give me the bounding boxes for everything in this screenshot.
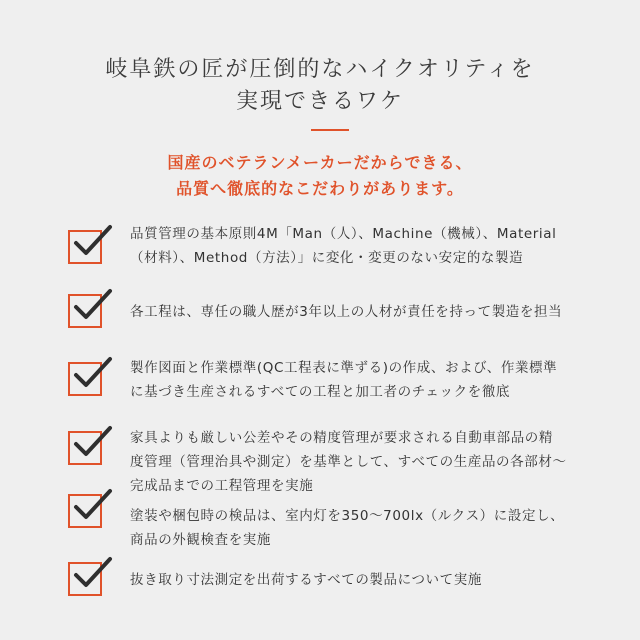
checkmark-icon xyxy=(68,294,102,328)
headline-line-2: 実現できるワケ xyxy=(235,89,404,114)
checkmark-icon xyxy=(68,562,102,596)
subheadline xyxy=(0,150,640,202)
headline-line-1: 岐阜鉄の匠が圧倒的なハイクオリティを xyxy=(105,57,535,82)
list-item-line: （材料）、Method（方法）」に変化・変更のない安定的な製造 xyxy=(130,250,524,266)
list-item-line: 度管理（管理治具や測定）を基準として、すべての生産品の各部材～ xyxy=(130,454,567,470)
checkmark-icon xyxy=(68,431,102,465)
checkmark-icon xyxy=(68,494,102,528)
subheadline-line-2: 品質へ徹底的なこだわりがあります。 xyxy=(176,179,464,198)
list-item-line: 完成品までの工程管理を実施 xyxy=(130,478,314,494)
list-item-text xyxy=(130,222,585,270)
list-item-line: 抜き取り寸法測定を出荷するすべての製品について実施 xyxy=(130,572,482,588)
list-item-line: 製作図面と作業標準(QC工程表に準ずる)の作成、および、作業標準 xyxy=(130,360,558,376)
list-item-line: 商品の外観検査を実施 xyxy=(130,532,271,548)
list-item-text xyxy=(130,426,585,498)
list-item-text xyxy=(130,300,585,324)
list-item-line: 各工程は、専任の職人歴が3年以上の人材が責任を持って製造を担当 xyxy=(130,304,563,320)
list-item-line: に基づき生産されるすべての工程と加工者のチェックを徹底 xyxy=(130,384,511,400)
checkmark-icon xyxy=(68,230,102,264)
list-item-line: 品質管理の基本原則4M「Man（人）、Machine（機械）、Material xyxy=(130,226,557,242)
headline xyxy=(0,54,640,118)
accent-divider xyxy=(311,129,349,131)
subheadline-line-1: 国産のベテランメーカーだからできる、 xyxy=(167,153,473,172)
checkmark-icon xyxy=(68,362,102,396)
list-item-line: 家具よりも厳しい公差やその精度管理が要求される自動車部品の精 xyxy=(130,430,553,446)
list-item-text xyxy=(130,356,585,404)
list-item-text xyxy=(130,568,585,592)
list-item-text xyxy=(130,504,585,552)
list-item-line: 塗装や梱包時の検品は、室内灯を350～700lx（ルクス）に設定し、 xyxy=(130,508,565,524)
